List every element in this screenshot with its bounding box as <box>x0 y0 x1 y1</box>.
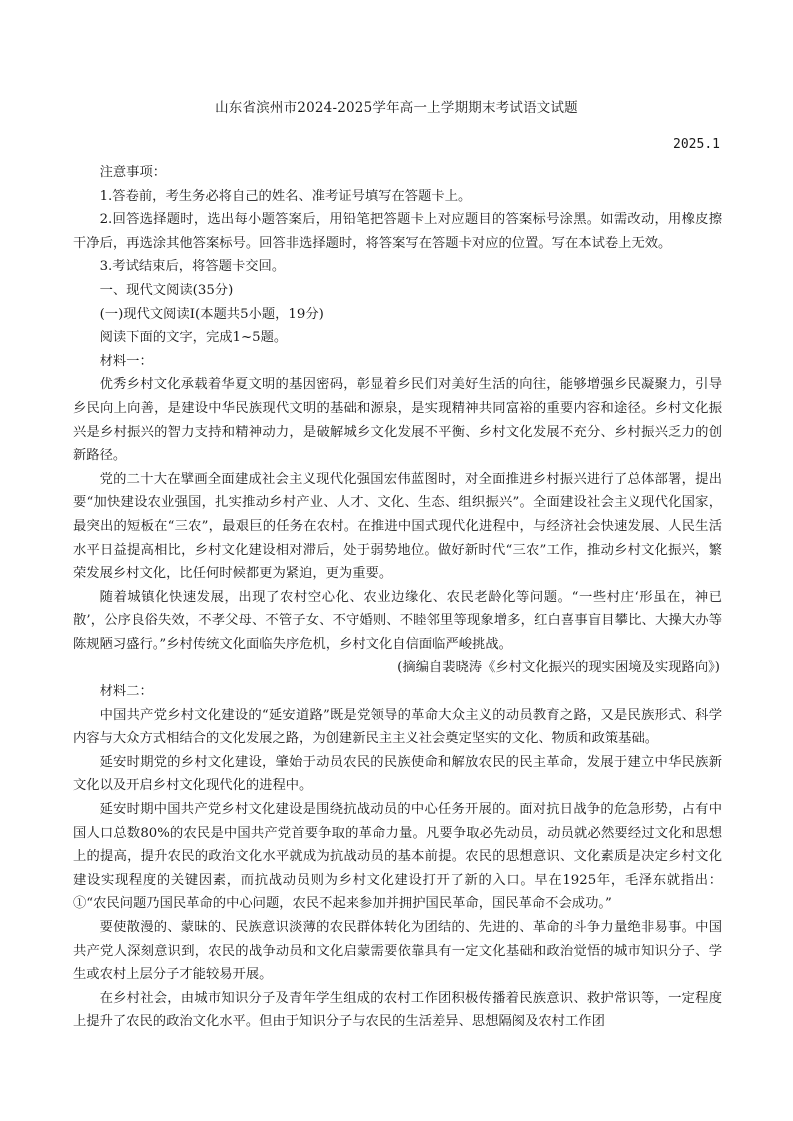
exam-date: 2025.1 <box>673 137 720 152</box>
section-heading: 一、现代文阅读(35分) <box>99 282 234 298</box>
material-1-paragraph-2: 党的二十大在擘画全面建成社会主义现代化强国宏伟蓝图时，对全面推进乡村振兴进行了总体部署，提出要“加快建设农业强国，扎实推动乡村产业、人才、文化、生态、组织振兴”。全面建设社会主义现代化国家，最突出的短板在“三农”，最艰巨的任务在农村。在推进中国式现代化进程中，与经济社会快速发展、人民生活水平日益提高相比，乡村文化建设相对滞后，处于弱势地位。做好新时代“三农”工作，推动乡村文化振兴，繁荣发展乡村文化，比任何时候都更为紧迫，更为重要。 <box>73 471 722 582</box>
material-1-paragraph-3: 随着城镇化快速发展，出现了农村空心化、农业边缘化、农民老龄化等问题。“一些村庄‘形虽在，神已散’，公序良俗失效，不孝父母、不管子女、不守婚则、不睦邻里等现象增多，红白喜事盲目攀比、大操大办等陈规陋习盛行。”乡村传统文化面临失序危机，乡村文化自信面临严峻挑战。 <box>73 589 722 652</box>
document-body <box>73 161 722 1034</box>
material-2-paragraph-1: 中国共产党乡村文化建设的“延安道路”既是党领导的革命大众主义的动员教育之路，又是民族形式、科学内容与大众方式相结合的文化发展之路，为创建新民主主义社会奠定坚实的文化、物质和政策基础。 <box>73 707 722 747</box>
notice-item-1: 1.答卷前，考生务必将自己的姓名、准考证号填写在答题卡上。 <box>99 188 472 204</box>
exam-title: 山东省滨州市2024-2025学年高一上学期期末考试语文试题 <box>215 100 578 116</box>
notice-item-2: 2.回答选择题时，选出每小题答案后，用铅笔把答题卡上对应题目的答案标号涂黑。如需改动，用橡皮擦干净后，再选涂其他答案标号。回答非选择题时，将答案写在答题卡对应的位置。写在本试卷上无效。 <box>73 212 722 251</box>
material-2-label: 材料二： <box>99 684 153 700</box>
material-2-paragraph-4: 要使散漫的、蒙昧的、民族意识淡薄的农民群体转化为团结的、先进的、革命的斗争力量绝非易事。中国共产党人深刻意识到，农民的战争动员和文化启蒙需要依靠具有一定文化基础和政治觉悟的城市知识分子、学生或农村上层分子才能较易开展。 <box>73 920 722 983</box>
material-1-label: 材料一： <box>99 353 153 369</box>
material-2-paragraph-3: 延安时期中国共产党乡村文化建设是围绕抗战动员的中心任务开展的。面对抗日战争的危急形势，占有中国人口总数80%的农民是中国共产党首要争取的革命力量。凡要争取必先动员，动员就必然要经过文化和思想上的提高，提升农民的政治文化水平就成为抗战动员的基本前提。农民的思想意识、文化素质是决定乡村文化建设实现程度的关键因素，而抗战动员则为乡村文化建设打开了新的入口。早在1925年，毛泽东就指出：①“农民问题乃国民革命的中心问题，农民不起来参加并拥护国民革命，国民革命不会成功。” <box>73 802 722 912</box>
material-2-paragraph-5: 在乡村社会，由城市知识分子及青年学生组成的农村工作团积极传播着民族意识、救护常识等，一定程度上提升了农民的政治文化水平。但由于知识分子与农民的生活差异、思想隔阂及农村工作团 <box>73 990 722 1030</box>
reading-instruction: 阅读下面的文字，完成1~5题。 <box>99 330 288 346</box>
subsection-heading: (一)现代文阅读Ⅰ(本题共5小题，19分) <box>99 306 324 322</box>
notice-item-3: 3.考试结束后，将答题卡交回。 <box>99 259 286 275</box>
material-1-paragraph-1: 优秀乡村文化承载着华夏文明的基因密码，彰显着乡民们对美好生活的向往，能够增强乡民凝聚力，引导乡民向上向善，是建设中华民族现代文明的基础和源泉，是实现精神共同富裕的重要内容和途径。乡村文化振兴是乡村振兴的智力支持和精神动力，是破解城乡文化发展不平衡、乡村文化发展不充分、乡村振兴乏力的创新路径。 <box>73 377 722 464</box>
material-2-paragraph-2: 延安时期党的乡村文化建设，肇始于动员农民的民族使命和解放农民的民主革命，发展于建立中华民族新文化以及开启乡村文化现代化的进程中。 <box>73 754 722 794</box>
material-1-source: (摘编自裴晓涛《乡村文化振兴的现实困境及实现路向》) <box>397 660 720 676</box>
notice-heading: 注意事项： <box>99 165 167 180</box>
